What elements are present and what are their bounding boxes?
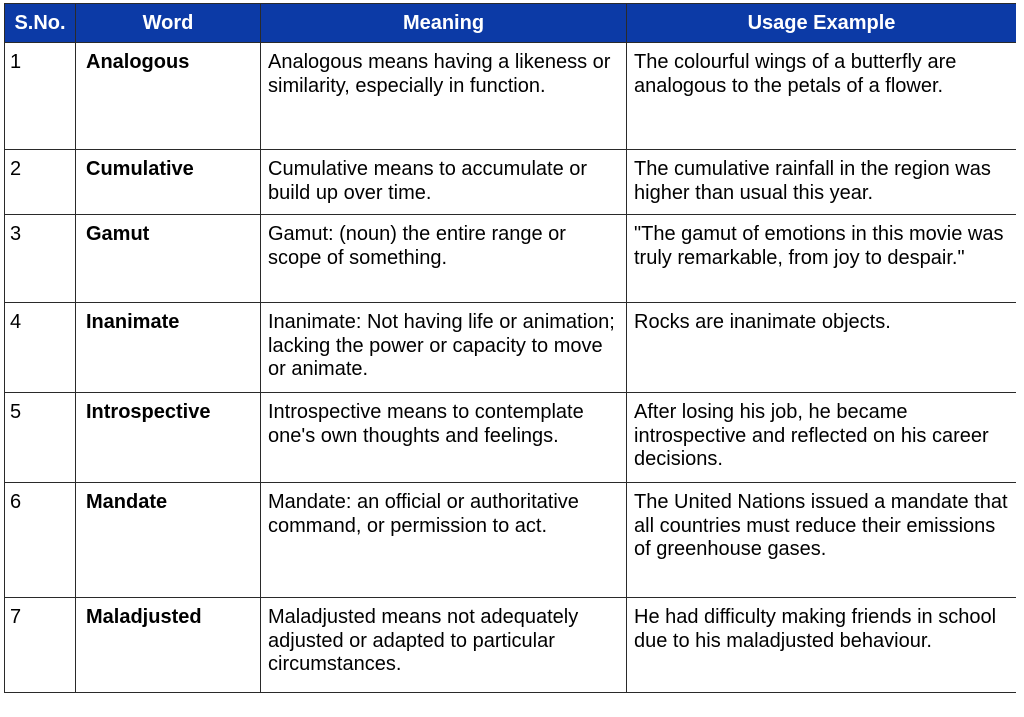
vocabulary-table-container (4, 3, 1016, 715)
cell-usage: He had difficulty making friends in school due to his maladjusted behaviour. (627, 598, 1017, 693)
table-row (5, 303, 1017, 393)
table-row (5, 215, 1017, 303)
vocabulary-table (4, 3, 1016, 693)
cell-usage: The cumulative rainfall in the region was higher than usual this year. (627, 150, 1017, 215)
cell-word: Mandate (76, 483, 261, 598)
cell-usage: The United Nations issued a mandate that all countries must reduce their emissions of greenhouse gases. (627, 483, 1017, 598)
cell-meaning: Inanimate: Not having life or animation; lacking the power or capacity to move or animate. (261, 303, 627, 393)
cell-word: Gamut (76, 215, 261, 303)
cell-meaning: Maladjusted means not adequately adjusted or adapted to particular circumstances. (261, 598, 627, 693)
cell-sno: 4 (5, 303, 76, 393)
header-usage: Usage Example (627, 4, 1017, 43)
table-body (5, 43, 1017, 693)
cell-sno: 6 (5, 483, 76, 598)
cell-sno: 2 (5, 150, 76, 215)
cell-usage: Rocks are inanimate objects. (627, 303, 1017, 393)
cell-usage: After losing his job, he became introspective and reflected on his career decisions. (627, 393, 1017, 483)
header-meaning: Meaning (261, 4, 627, 43)
cell-word: Analogous (76, 43, 261, 150)
cell-sno: 1 (5, 43, 76, 150)
cell-meaning: Introspective means to contemplate one's own thoughts and feelings. (261, 393, 627, 483)
table-row (5, 598, 1017, 693)
cell-sno: 5 (5, 393, 76, 483)
header-row (5, 4, 1017, 43)
cell-meaning: Cumulative means to accumulate or build up over time. (261, 150, 627, 215)
cell-sno: 3 (5, 215, 76, 303)
cell-meaning: Mandate: an official or authoritative command, or permission to act. (261, 483, 627, 598)
table-row (5, 393, 1017, 483)
table-row (5, 483, 1017, 598)
cell-sno: 7 (5, 598, 76, 693)
cell-usage: "The gamut of emotions in this movie was truly remarkable, from joy to despair." (627, 215, 1017, 303)
table-row (5, 43, 1017, 150)
table-row (5, 150, 1017, 215)
header-word: Word (76, 4, 261, 43)
header-sno: S.No. (5, 4, 76, 43)
cell-word: Maladjusted (76, 598, 261, 693)
cell-word: Cumulative (76, 150, 261, 215)
cell-word: Introspective (76, 393, 261, 483)
cell-meaning: Gamut: (noun) the entire range or scope of something. (261, 215, 627, 303)
cell-meaning: Analogous means having a likeness or similarity, especially in function. (261, 43, 627, 150)
cell-usage: The colourful wings of a butterfly are analogous to the petals of a flower. (627, 43, 1017, 150)
table-header (5, 4, 1017, 43)
cell-word: Inanimate (76, 303, 261, 393)
